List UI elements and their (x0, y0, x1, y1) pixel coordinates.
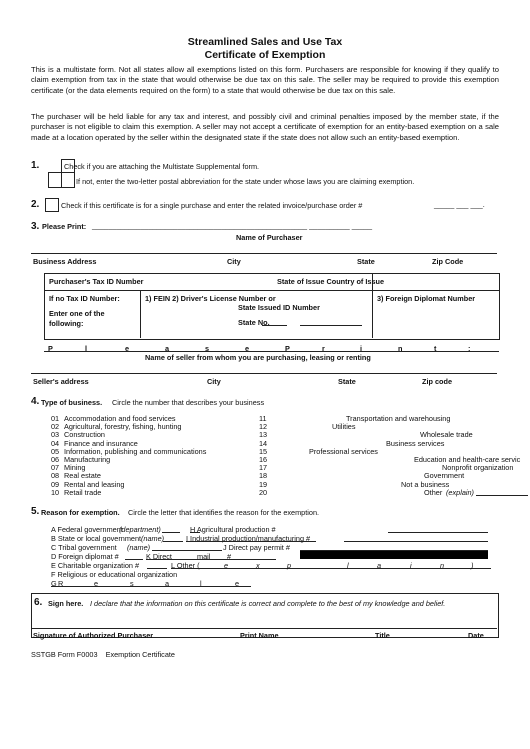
seller-print-letter: t (434, 344, 437, 353)
reason-l-explain-letter: a (377, 561, 382, 570)
invoice-number-blank[interactable]: _____ ___ ___. (434, 200, 485, 209)
reason-g-underline (51, 586, 251, 587)
business-type-label: Retail trade (64, 487, 102, 497)
reason-a-blank[interactable] (162, 532, 180, 533)
business-type-label: Wholesale trade (420, 430, 473, 440)
seller-print-letter: P (48, 344, 53, 353)
document-title: Streamlined Sales and Use Tax (187, 36, 343, 48)
reason-c-blank[interactable] (152, 550, 222, 551)
seller-address-line[interactable] (31, 373, 497, 374)
fein-drivers-license-label: 1) FEIN 2) Driver's License Number or (145, 294, 276, 303)
reason-f-religious-educational[interactable]: F Religious or educational organization (51, 570, 178, 579)
business-type-number[interactable]: 17 (259, 463, 268, 473)
title-label: Title (375, 631, 390, 640)
date-label: Date (468, 631, 484, 640)
seller-print-letter: i (360, 344, 363, 353)
seller-print-letter: l (85, 344, 88, 353)
reason-b-blank[interactable] (163, 541, 183, 542)
enter-one-label: Enter one of the (49, 309, 105, 318)
state-label: State (357, 257, 375, 266)
reason-c-name: (name) (127, 543, 151, 552)
reason-l-explain-letter: x (256, 561, 260, 570)
reason-h-underline (190, 532, 200, 533)
sign-here-heading: Sign here. (48, 599, 84, 608)
reason-i-industrial[interactable]: I Industrial production/manufacturing # (186, 534, 311, 543)
type-of-business-heading: Type of business. (41, 398, 103, 407)
business-type-label: Business services (386, 438, 445, 448)
foreign-diplomat-number-label: 3) Foreign Diplomat Number (377, 294, 476, 303)
reason-l-explain-letter: i (410, 561, 412, 570)
reason-exemption-instruction: Circle the letter that identifies the reason for the exemption. (128, 508, 320, 517)
reason-k-mail-word: mail (197, 552, 211, 561)
reason-g-resale-letter: R (58, 579, 64, 588)
reason-g-resale-letter: e (94, 579, 99, 588)
reason-l-explain-letter: e (224, 561, 229, 570)
reason-d-blank[interactable] (125, 559, 143, 560)
form-footer: SSTGB Form F0003 Exemption Certificate (31, 650, 175, 659)
business-type-label: Information, publishing and communications (64, 446, 207, 456)
multistate-supplemental-text: Check if you are attaching the Multistate Supplemental form. (64, 162, 260, 171)
print-name-label: Print Name (240, 631, 279, 640)
reason-a-department: (department) (119, 525, 161, 534)
business-type-number[interactable]: 02 (51, 422, 60, 432)
business-type-number[interactable]: 15 (259, 446, 268, 456)
business-type-label: Accommodation and food services (64, 414, 176, 423)
business-type-label: Real estate (64, 471, 101, 481)
reason-l-explain-letter: p (287, 561, 292, 570)
business-type-label: Transportation and warehousing (346, 414, 451, 423)
seller-print-letter: e (245, 344, 250, 353)
if-no-tax-id-label: If no Tax ID Number: (49, 294, 120, 303)
business-address-label: Business Address (33, 257, 97, 266)
business-type-label: Finance and insurance (64, 438, 138, 448)
reason-k-direct-mail[interactable]: K Direct (146, 552, 172, 561)
business-type-label: Government (424, 471, 465, 481)
business-type-label: Agricultural, forestry, fishing, hunting (64, 422, 182, 432)
business-type-label: Other (424, 487, 443, 497)
reason-g-resale-letter[interactable]: G (51, 579, 57, 588)
city-label: City (227, 257, 241, 266)
tax-id-row-divider (44, 290, 499, 291)
seller-print-letter: s (205, 344, 210, 353)
please-print-label: Please Print: (42, 222, 87, 231)
section-6-number: 6. (34, 597, 43, 608)
single-purchase-text: Check if this certificate is for a single purchase and enter the related invoice/purchase order # (61, 201, 363, 210)
business-type-label: Construction (64, 430, 105, 440)
business-type-label: Professional services (309, 446, 378, 456)
redaction-bar (300, 551, 488, 559)
business-type-label: Rental and leasing (64, 479, 125, 489)
other-explain-blank[interactable] (476, 495, 528, 496)
business-type-number[interactable]: 19 (259, 479, 268, 489)
seller-city-label: City (207, 377, 221, 386)
intro-paragraph-2: The purchaser will be held liable for any tax and interest, and possibly civil and criminal penalties imposed by the member state, if the purchaser is not eligible to claim this exemption. A seller may not accept a certificate of exemption for an entity-based exemption on a sale made at a location operated by the seller within the designated state if the state does not allow such an entity-based exemption. (31, 112, 499, 142)
reason-g-resale-letter: s (130, 579, 134, 588)
state-issued-id-label: State Issued ID Number (238, 303, 320, 312)
business-type-number[interactable]: 07 (51, 463, 60, 473)
seller-print-letter: e (125, 344, 130, 353)
reason-b-state-local-government[interactable]: B State or local government (51, 534, 142, 543)
business-type-number[interactable]: 16 (259, 455, 268, 464)
following-label: following: (49, 319, 84, 328)
reason-l-explain-letter: ) (471, 561, 474, 570)
business-type-label: Mining (64, 463, 86, 473)
business-type-number[interactable]: 09 (51, 479, 60, 489)
reason-c-tribal-government[interactable]: C Tribal government (51, 543, 117, 552)
state-abbrev-box-1[interactable] (48, 172, 62, 188)
state-no-blank[interactable] (262, 325, 287, 326)
reason-k-hash: # (227, 552, 232, 561)
business-type-number[interactable]: 11 (259, 414, 267, 423)
reason-h-agricultural[interactable]: H Agricultural production # (190, 525, 276, 534)
state-no-label: State No. (238, 318, 270, 327)
section-2-number: 2. (31, 199, 40, 210)
intro-paragraph-1: This is a multistate form. Not all states allow all exemptions listed on this form. Purchasers are responsible for knowing if they qualify to claim exemption from tax in the state that would otherwise be due tax on this sale. The seller may be required to provide this exemption certificate (or the data elements required on the form) to a state that would otherwise be due tax on this sale. (31, 65, 499, 95)
document-subtitle: Certificate of Exemption (204, 49, 326, 61)
business-type-number[interactable]: 04 (51, 438, 60, 448)
business-type-number[interactable]: 20 (259, 487, 268, 497)
reason-l-other[interactable]: L Other ( (171, 561, 200, 570)
sign-declaration: I declare that the information on this certificate is correct and complete to the best of my knowledge and belief. (90, 599, 446, 608)
reason-exemption-heading: Reason for exemption. (41, 508, 120, 517)
business-type-number[interactable]: 08 (51, 471, 60, 481)
seller-address-label: Seller's address (33, 377, 89, 386)
reason-e-blank[interactable] (147, 568, 167, 569)
reason-d-foreign-diplomat[interactable]: D Foreign diplomat # (51, 552, 119, 561)
section-1-number: 1. (31, 160, 40, 171)
reason-g-resale-letter: e (235, 579, 240, 588)
single-purchase-checkbox[interactable] (45, 198, 59, 212)
section-5-number: 5. (31, 506, 40, 517)
purchaser-name-line[interactable]: _____________________________________________________ __________ _____ (92, 221, 373, 230)
business-type-label: Utilities (332, 422, 356, 432)
reason-b-name: (name) (141, 534, 165, 543)
reason-a-federal-government[interactable]: A Federal government (51, 525, 123, 534)
reason-l-explain-letter: l (347, 561, 349, 570)
zip-code-label: Zip Code (432, 257, 464, 266)
type-of-business-instruction: Circle the number that describes your business (112, 398, 265, 407)
business-type-label: Not a business (401, 479, 450, 489)
reason-h-blank[interactable] (388, 532, 488, 533)
section-4-number: 4. (31, 396, 40, 407)
reason-i-blank[interactable] (344, 541, 488, 542)
section-3-number: 3. (31, 221, 40, 232)
state-abbrev-instruction: If not, enter the two-letter postal abbreviation for the state under whose laws you are claiming exemption. (76, 177, 415, 186)
business-type-label: Manufacturing (64, 455, 111, 464)
signature-label: Signature of Authorized Purchaser (33, 631, 154, 640)
other-explain-label: (explain) (446, 487, 474, 497)
state-country-of-issue-label: State of Issue Country of Issue (277, 277, 385, 286)
seller-print-letter: r (322, 344, 325, 353)
reason-g-resale-letter: a (165, 579, 170, 588)
business-type-number[interactable]: 01 (51, 414, 60, 423)
business-type-number[interactable]: 13 (259, 430, 268, 440)
seller-print-letter: P (285, 344, 290, 353)
business-address-rule (31, 253, 497, 254)
state-abbrev-box-2[interactable] (61, 172, 75, 188)
reason-k-underline (146, 559, 276, 560)
business-type-number[interactable]: 05 (51, 446, 60, 456)
business-type-label: Education and health-care servic (414, 455, 521, 464)
business-type-number[interactable]: 14 (259, 438, 268, 448)
business-type-label: Nonprofit organization (442, 463, 514, 473)
seller-print-letter: a (165, 344, 170, 353)
seller-print-letter: n (398, 344, 403, 353)
purchaser-tax-id-label: Purchaser's Tax ID Number (49, 277, 144, 286)
seller-zip-label: Zip code (422, 377, 452, 386)
business-type-number[interactable]: 12 (259, 422, 268, 432)
business-type-number[interactable]: 03 (51, 430, 60, 440)
business-type-number[interactable]: 18 (259, 471, 268, 481)
seller-name-label: Name of seller from whom you are purchasing, leasing or renting (145, 353, 371, 362)
reason-e-charitable-organization[interactable]: E Charitable organization # (51, 561, 140, 570)
reason-j-direct-pay-permit[interactable]: J Direct pay permit # (223, 543, 290, 552)
business-type-number[interactable]: 06 (51, 455, 60, 464)
reason-i-underline (186, 541, 316, 542)
diplomat-column-divider (372, 290, 373, 338)
seller-state-label: State (338, 377, 356, 386)
seller-name-line[interactable] (44, 351, 499, 352)
signature-line[interactable] (31, 628, 497, 629)
reason-l-explain-letter: n (440, 561, 445, 570)
state-id-number-blank[interactable] (300, 325, 362, 326)
business-type-number[interactable]: 10 (51, 487, 60, 497)
reason-g-resale-letter: l (200, 579, 202, 588)
name-of-purchaser-label: Name of Purchaser (236, 233, 303, 242)
seller-print-letter: : (468, 344, 471, 353)
fein-column-divider (140, 290, 141, 338)
